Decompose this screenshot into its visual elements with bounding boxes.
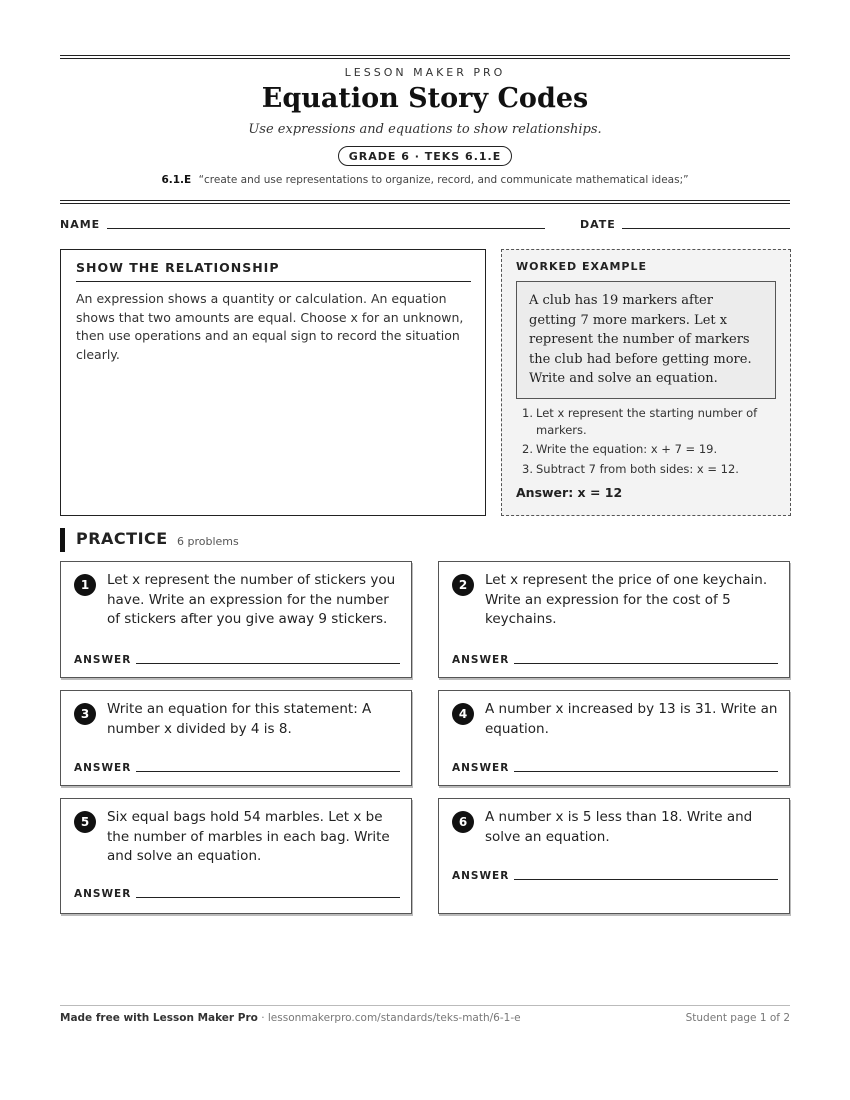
standard-statement xyxy=(60,174,790,186)
answer-label: ANSWER xyxy=(452,654,510,666)
problem-text: Six equal bags hold 54 marbles. Let x be the number of marbles in each bag. Write and solve an equation. xyxy=(107,809,390,864)
problem-text: A number x increased by 13 is 31. Write an equation. xyxy=(485,701,778,737)
problem-number-badge: 5 xyxy=(74,811,96,833)
answer-field[interactable] xyxy=(136,897,400,898)
answer-field[interactable] xyxy=(514,663,778,664)
problem-number-badge: 1 xyxy=(74,574,96,596)
standard-text: “create and use representations to organize, record, and communicate mathematical ideas;” xyxy=(198,174,689,186)
relationship-title: SHOW THE RELATIONSHIP xyxy=(76,260,471,282)
problem-text: A number x is 5 less than 18. Write and solve an equation. xyxy=(485,809,753,845)
problem-card-5 xyxy=(60,798,412,914)
answer-field[interactable] xyxy=(136,771,400,772)
practice-heading: PRACTICE xyxy=(76,529,168,548)
answer-field[interactable] xyxy=(514,771,778,772)
problem-number-badge: 4 xyxy=(452,703,474,725)
footer-made-with: Made free with Lesson Maker Pro xyxy=(60,1012,258,1024)
step-number: 2. xyxy=(522,442,533,456)
answer-label: ANSWER xyxy=(452,870,510,882)
grade-badge: GRADE 6 · TEKS 6.1.E xyxy=(338,146,512,166)
problem-number-badge: 2 xyxy=(452,574,474,596)
footer-divider xyxy=(60,1005,790,1006)
problem-text: Write an equation for this statement: A number x divided by 4 is 8. xyxy=(107,701,372,737)
answer-label: ANSWER xyxy=(74,888,132,900)
worked-example-title: WORKED EXAMPLE xyxy=(516,260,647,273)
relationship-panel xyxy=(60,249,486,516)
worked-example-step xyxy=(516,405,778,438)
practice-count: 6 problems xyxy=(177,535,239,548)
problem-text: Let x represent the price of one keychain. Write an expression for the cost of 5 keychains. xyxy=(485,572,768,627)
top-double-rule xyxy=(60,55,790,56)
name-field[interactable] xyxy=(107,228,545,229)
footer-url[interactable]: · lessonmakerpro.com/standards/teks-math/6-1-e xyxy=(257,1012,521,1024)
worked-example-story: A club has 19 markers after getting 7 more markers. Let x represent the number of markers the club had before getting more. Write and solve an equation. xyxy=(516,281,776,399)
date-field[interactable] xyxy=(622,228,790,229)
problem-card-3 xyxy=(60,690,412,786)
brand-name: LESSON MAKER PRO xyxy=(344,66,506,79)
practice-accent-bar xyxy=(60,528,65,552)
standard-code: 6.1.E xyxy=(161,174,192,186)
worked-example-step xyxy=(516,441,778,458)
problem-card-6 xyxy=(438,798,790,914)
relationship-body: An expression shows a quantity or calculation. An equation shows that two amounts are equal. Choose x for an unknown, then use operations and an equal sign to record the situation clearly. xyxy=(76,291,464,362)
footer-page-number: Student page 1 of 2 xyxy=(685,1012,790,1024)
problem-number-badge: 6 xyxy=(452,811,474,833)
name-label: NAME xyxy=(60,218,101,231)
step-text: Subtract 7 from both sides: x = 12. xyxy=(536,461,739,476)
problem-number-badge: 3 xyxy=(74,703,96,725)
answer-field[interactable] xyxy=(136,663,400,664)
problem-card-1 xyxy=(60,561,412,678)
step-number: 1. xyxy=(522,406,533,420)
step-text: Write the equation: x + 7 = 19. xyxy=(536,442,718,456)
worked-example-steps xyxy=(516,405,778,480)
header-bottom-double-rule xyxy=(60,200,790,201)
problem-text: Let x represent the number of stickers you have. Write an expression for the number of stickers after you give away 9 stickers. xyxy=(107,572,396,627)
worked-example-answer: Answer: x = 12 xyxy=(516,485,623,500)
step-text: Let x represent the starting number of markers. xyxy=(536,406,758,437)
answer-label: ANSWER xyxy=(74,654,132,666)
date-label: DATE xyxy=(580,218,616,231)
worksheet-page xyxy=(60,0,790,1100)
step-number: 3. xyxy=(522,461,533,476)
page-subtitle: Use expressions and equations to show relationships. xyxy=(248,122,602,137)
page-title: Equation Story Codes xyxy=(261,83,589,114)
answer-label: ANSWER xyxy=(452,762,510,774)
worked-example-panel xyxy=(501,249,791,516)
worked-example-step xyxy=(516,461,778,478)
answer-label: ANSWER xyxy=(74,762,132,774)
answer-field[interactable] xyxy=(514,879,778,880)
footer-credit xyxy=(60,1012,521,1024)
problem-card-2 xyxy=(438,561,790,678)
problem-card-4 xyxy=(438,690,790,786)
